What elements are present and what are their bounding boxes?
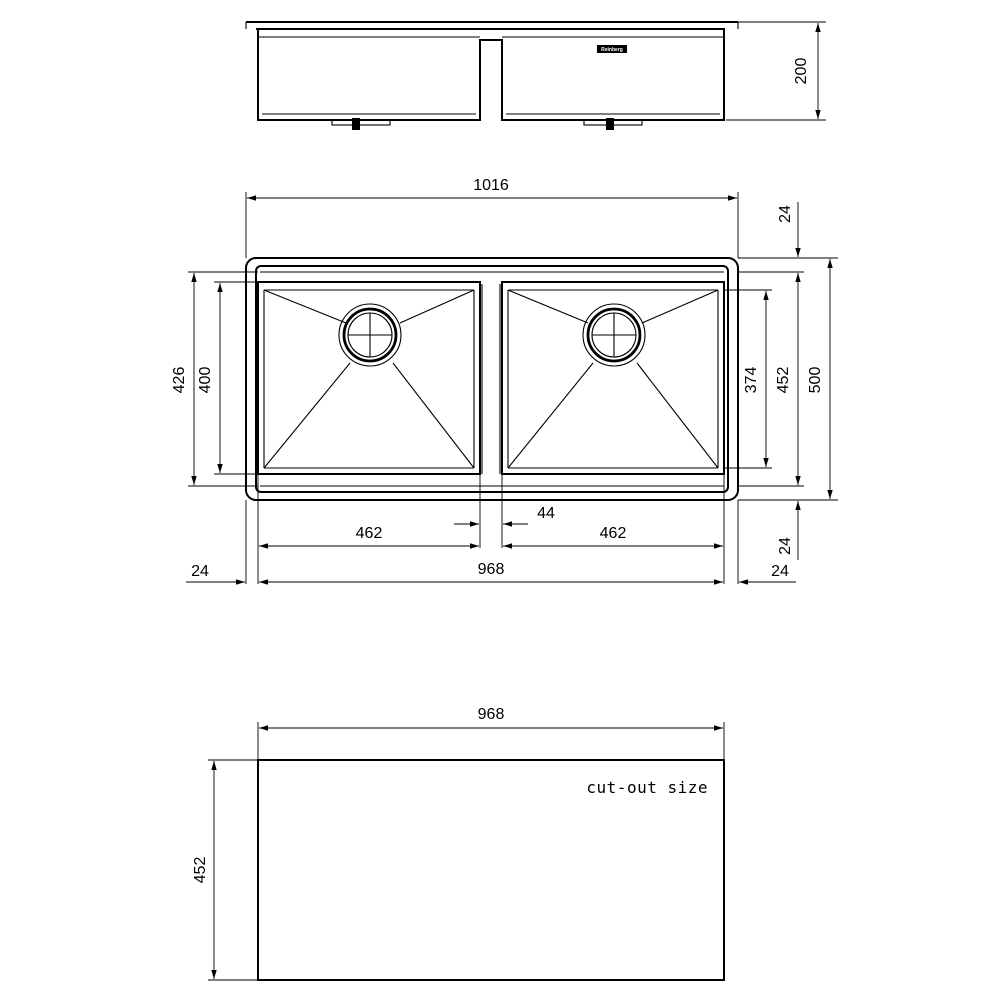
left-drain-outlet bbox=[332, 118, 390, 130]
top-margin-dimension: 24 bbox=[777, 205, 794, 223]
plan-view bbox=[171, 177, 838, 584]
left-bowl-height-dimension: 400 bbox=[197, 366, 214, 394]
overall-height-dimension: 500 bbox=[807, 366, 824, 394]
left-margin-dimension: 24 bbox=[191, 563, 209, 580]
left-bowl-width-dimension: 462 bbox=[355, 525, 383, 542]
inner-span-dimension: 968 bbox=[477, 561, 505, 578]
bottom-margin-dimension: 24 bbox=[777, 537, 794, 555]
left-drain-icon bbox=[339, 304, 401, 366]
right-bowl bbox=[502, 282, 724, 474]
right-drain-icon bbox=[583, 304, 645, 366]
cutout-width-dimension: 968 bbox=[477, 706, 505, 723]
cutout-height-dimension: 452 bbox=[775, 366, 792, 394]
left-bowl bbox=[258, 282, 480, 474]
right-bowl-height-dimension: 374 bbox=[743, 366, 760, 394]
brand-logo bbox=[597, 45, 627, 53]
right-bowl-width-dimension: 462 bbox=[599, 525, 627, 542]
left-outer-height-dimension: 426 bbox=[171, 366, 188, 394]
overall-width-dimension: 1016 bbox=[473, 177, 509, 194]
cutout-view bbox=[192, 706, 724, 980]
side-view bbox=[246, 22, 826, 130]
cutout-caption: cut-out size bbox=[586, 778, 708, 797]
right-drain-outlet bbox=[584, 118, 642, 130]
divider-width-dimension: 44 bbox=[537, 505, 555, 522]
bowl-divider bbox=[482, 284, 500, 474]
cutout-height-label: 452 bbox=[192, 856, 209, 884]
side-height-dimension: 200 bbox=[793, 57, 810, 85]
brand-logo-text: Reinberg bbox=[601, 47, 623, 53]
right-margin-dimension: 24 bbox=[771, 563, 789, 580]
